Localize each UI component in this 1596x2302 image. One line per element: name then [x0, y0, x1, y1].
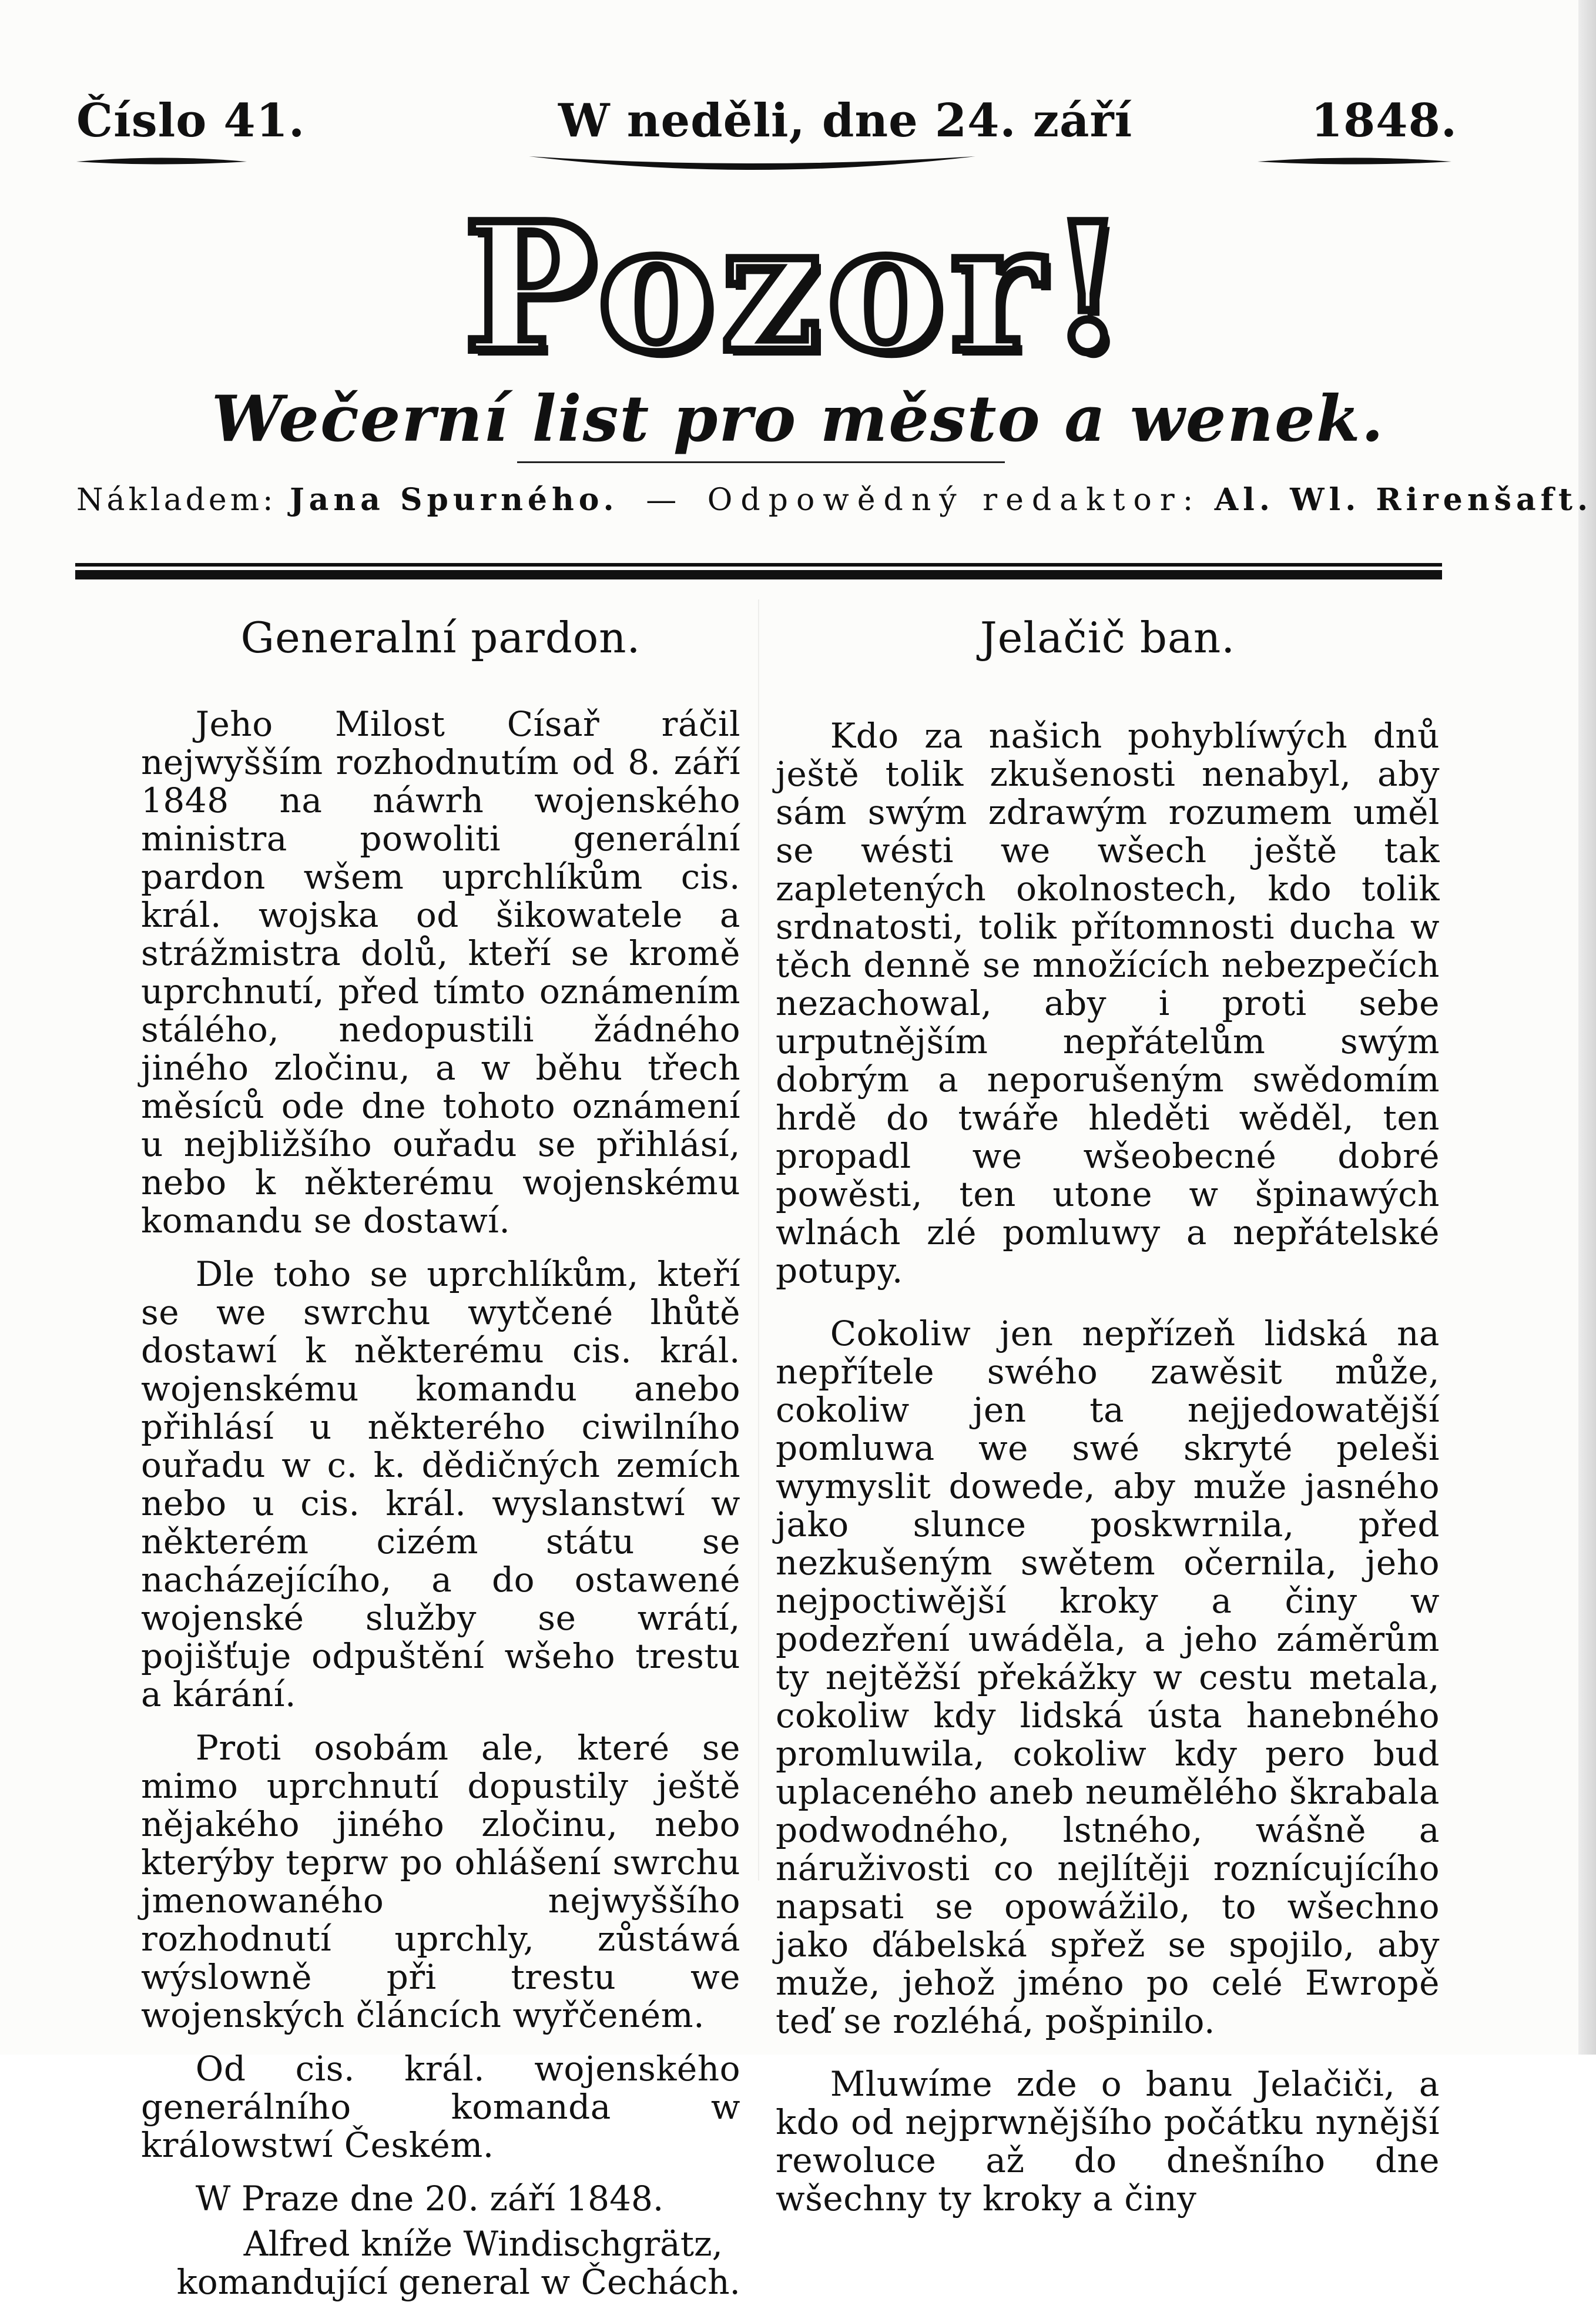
editor-label: Odpowědný redaktor: [707, 482, 1202, 518]
issue-date: W neděli, dne 24. září [558, 94, 1133, 148]
publisher-line [76, 482, 1593, 518]
issue-year: 1848. [1310, 94, 1457, 148]
place-date: W Praze dne 20. září 1848. [195, 2179, 664, 2219]
article-title: Generalní pardon. [240, 613, 641, 662]
dateline [76, 94, 1457, 182]
publisher-label: Nákladem: [76, 482, 277, 518]
article-paragraph: Cokoliw jen nepřízeň lidská na nepřítele swého zawěsit může, cokoliw jen ta nejjedowatější pomluwa we swé skryté peleši wymyslit dowede, aby muže jasného jako slunce poskwrnila, před nezkušeným swětem očernila, jeho nejpoctiwější kroky a činy w podezření uwáděla, a jeho záměrům ty nejtěžší překážky w cestu metala, cokoliw kdy lidská ústa hanebného promluwila, cokoliw kdy pero bud uplaceného aneb neumělého škrabala podwodného, lstného, wášně a náruživosti co nejlítěji roznícujícího napsati se opowážilo, to wšechno jako ďábelská spřež se spojilo, aby muže, jehož jméno po celé Ewropě teď se rozléhá, pošpinilo. [776, 1313, 1440, 2041]
article-paragraph: Kdo za našich pohyblíwých dnů ještě tolik zkušenosti nenabyl, aby sám swým zdrawým rozumem uměl se wésti we wšech ještě tak zapletených okolnostech, kdo tolik srdnatosti, tolik přítomnosti ducha w těch denně se množících nebezpečích nezachowal, aby i proti sebe urputnějším nepřátelům swým dobrým a neporušeným swědomím hrdě do twáře hleděti wěděl, ten propadl we wšeobecné dobré powěsti, ten utone w špinawých wlnách zlé pomluwy a nepřátelské potupy. [776, 716, 1440, 1291]
masthead-rule [517, 461, 1005, 463]
column-divider [758, 599, 759, 1881]
year-swash-ornament [1258, 153, 1451, 170]
signature-title: komandující general w Čechách. [176, 2262, 740, 2302]
editor-name: Al. Wl. Rirenšaft. [1214, 482, 1593, 518]
article-paragraph: Proti osobám ale, které se mimo uprchnutí dopustily ještě nějakého jiného zločinu, nebo kterýby teprw po ohlášení swrchu jmenowaného nejwyššího rozhodnutí uprchly, zůstáwá wýslowně při trestu we wojenských článcích wyřčeném. [141, 1728, 740, 2035]
article-generalni-pardon [141, 611, 740, 2301]
masthead-title: Pozor! [464, 184, 1132, 391]
header-rule-thin [75, 563, 1442, 567]
article-paragraph: Jeho Milost Císař ráčil nejwyšším rozhodnutím od 8. září 1848 na náwrh wojenského ministra powoliti generální pardon wšem uprchlíkům cis. král. wojska od šikowatele a strážmistra dolů, kteří se kromě uprchnutí, před tímto oznámením stálého, nedopustili žádného jiného zločinu, a w běhu třech měsíců ode dne tohoto oznámení u nejbližšího ouřadu se přihlásí, nebo k některému wojenskému komandu se dostawí. [141, 704, 740, 1241]
issue-swash-ornament [76, 153, 247, 170]
date-swash-ornament [529, 153, 975, 176]
article-paragraph: Dle toho se uprchlíkům, kteří se we swrchu wytčené lhůtě dostawí k některému cis. král. wojenskému komandu anebo přihlásí u některého ciwilního ouřadu w c. k. dědičných zemích nebo u cis. král. wyslanstwí w některém cizém státu se nacházejícího, a do ostawené wojenské služby se wrátí, pojišťuje odpuštění wšeho trestu a kárání. [141, 1254, 740, 1714]
publisher-separator: — [646, 482, 680, 518]
header-rule-thick [75, 570, 1442, 579]
article-jelacic-ban [776, 611, 1440, 2243]
publisher-name: Jana Spurného. [290, 482, 619, 518]
article-paragraph: Mluwíme zde o banu Jelačiči, a kdo od nejprwnějšího počátku nynější rewoluce až do dnešního dne wšechny ty kroky a činy [776, 2064, 1440, 2219]
masthead-subtitle: Wečerní list pro město a wenek. [211, 382, 1385, 456]
issue-number: Číslo 41. [76, 94, 306, 148]
article-title: Jelačič ban. [980, 613, 1236, 662]
article-paragraph: Od cis. král. wojenského generálního komanda w králowstwí Českém. [141, 2049, 740, 2165]
signature-name: Alfred kníže Windischgrätz, [243, 2224, 723, 2264]
